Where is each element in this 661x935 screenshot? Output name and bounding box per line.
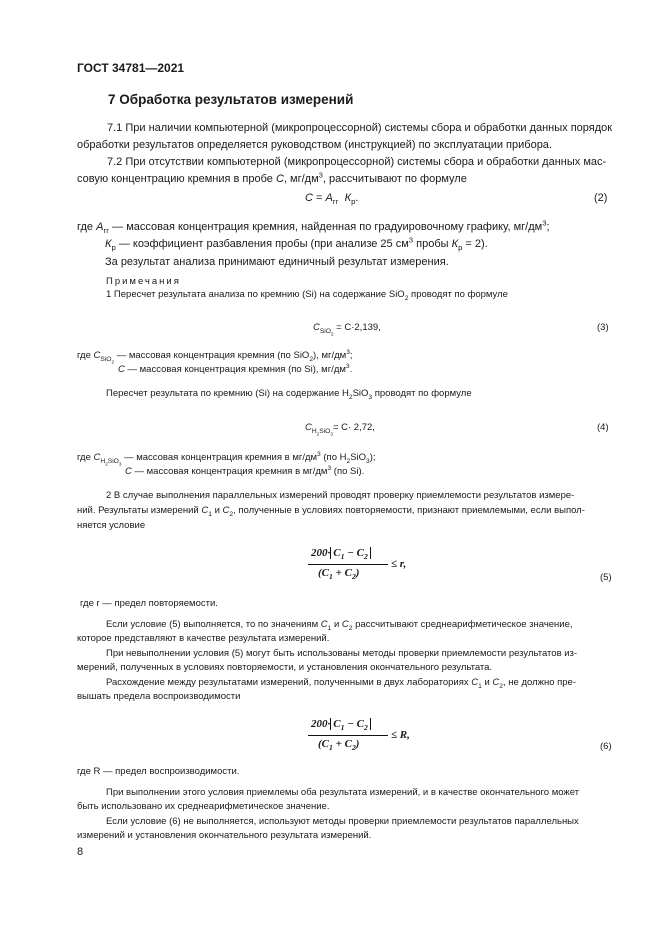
- sub: 2: [404, 294, 409, 302]
- sub-text: H: [100, 457, 106, 465]
- dot: .: [355, 192, 359, 204]
- text: проводят по формуле: [372, 388, 472, 399]
- formula-6-denominator: [318, 738, 360, 753]
- note-2-line-3: няется условие: [77, 520, 146, 531]
- where: где: [77, 221, 94, 233]
- eq: =: [312, 192, 326, 204]
- text: ;: [546, 221, 550, 233]
- sub-sub: 2: [111, 359, 115, 365]
- sym: С: [313, 322, 320, 333]
- sub-sub: 3: [118, 461, 122, 467]
- den: ): [355, 567, 360, 579]
- sub: 2: [363, 552, 368, 562]
- sym: К: [344, 192, 352, 204]
- definition-k-p: [105, 235, 488, 253]
- sub: 1: [340, 723, 345, 733]
- text: — массовая концентрация кремния, найденная по градуировочному графику, мг/дм: [109, 221, 543, 233]
- sub: 2: [351, 572, 356, 582]
- formula-5-numerator: [311, 547, 371, 562]
- text: Если условие (5) выполняется, то по значениям: [106, 619, 319, 630]
- sub: 2: [348, 393, 353, 401]
- text: и: [481, 677, 490, 688]
- text: ний. Результаты измерений: [77, 505, 199, 516]
- text: ;: [349, 350, 353, 361]
- definition-c-si: [118, 364, 352, 376]
- para-not-5-line-1: При невыполнении условия (5) могут быть использованы методы проверки приемлемости результатов из-: [106, 648, 578, 659]
- symbol-c: С: [275, 173, 284, 185]
- den: (С: [318, 567, 329, 579]
- formula-5-number: (5): [600, 572, 612, 583]
- single-result-sentence: За результат анализа принимают единичный результат измерения.: [105, 256, 449, 268]
- sym: С: [333, 547, 341, 559]
- text: = С· 2,72,: [332, 422, 375, 433]
- formula-3: [313, 322, 381, 337]
- text: = С·2,139,: [333, 322, 381, 333]
- sub: 1: [340, 552, 345, 562]
- formula-5-denominator: [318, 567, 360, 582]
- sym: С: [356, 718, 364, 730]
- sub: 2: [499, 682, 503, 690]
- sub: р: [351, 197, 356, 207]
- formula-4: [305, 422, 375, 437]
- formula-2: [305, 192, 358, 205]
- formula-2-number: (2): [594, 192, 608, 204]
- sub: р: [458, 243, 463, 253]
- abs-bar: [330, 547, 371, 562]
- sub: 1: [208, 510, 212, 518]
- text: рассчитывают среднеарифметическое значение,: [352, 619, 573, 630]
- page-number: 8: [77, 846, 84, 858]
- text: );: [369, 452, 376, 463]
- sub: р: [111, 243, 116, 253]
- sym: С: [471, 677, 479, 688]
- sub: [100, 458, 121, 465]
- text: , не должно пре-: [503, 677, 577, 688]
- formula-6-numerator: [311, 718, 371, 733]
- sub-text: SiO: [107, 457, 119, 465]
- text: и: [211, 505, 220, 516]
- sub: гг: [332, 197, 339, 207]
- sub-sub: 2: [316, 431, 320, 437]
- sub: [100, 356, 114, 363]
- text: .: [349, 364, 353, 375]
- sub: 2: [351, 743, 356, 753]
- formula-5: [306, 547, 416, 587]
- note-2-line-2: [77, 505, 585, 517]
- definition-c-sio2: [77, 348, 353, 365]
- den: ): [355, 738, 360, 750]
- formula-3-number: (3): [597, 322, 609, 333]
- where: где: [77, 452, 91, 463]
- text: , мг/дм: [283, 173, 319, 185]
- sub-sub: 3: [330, 431, 333, 437]
- sup: 3: [327, 464, 332, 472]
- coef: 200·: [311, 547, 331, 559]
- definition-r-reproducibility: где R — предел воспроизводимости.: [77, 766, 240, 777]
- note-1-line-1: [106, 289, 508, 301]
- definition-r: где r — предел повторяемости.: [80, 598, 218, 609]
- para-labs-line-2: вышать предела воспроизводимости: [77, 691, 241, 702]
- abs-bar: [330, 718, 371, 733]
- sub: [320, 328, 334, 335]
- sym: С: [222, 505, 230, 516]
- para-not-5-line-2: мерений, полученных в условиях повторяемости, и установления окончательного результата.: [77, 662, 493, 673]
- sub: 2: [229, 510, 234, 518]
- sup: 3: [345, 362, 350, 370]
- sup: 3: [346, 348, 350, 356]
- note-2-line-1: 2 В случае выполнения параллельных измерений проводят проверку приемлемости результатов измере-: [106, 490, 575, 501]
- sub: 1: [329, 572, 333, 582]
- text: = 2).: [462, 238, 488, 250]
- sup: 3: [408, 235, 414, 245]
- sym: С: [201, 505, 209, 516]
- paragraph-7-2-line-1: 7.2 При отсутствии компьютерной (микропроцессорной) системы сбора и обработки данных мас-: [107, 156, 607, 168]
- fraction-bar: [308, 735, 388, 736]
- sub: 1: [327, 624, 332, 632]
- para-if-5-line-1: [106, 619, 573, 631]
- sub: 3: [366, 457, 370, 465]
- formula-5-relation: ≤ r,: [391, 558, 407, 570]
- sym: С: [341, 619, 349, 630]
- standard-header: ГОСТ 34781—2021: [77, 61, 185, 75]
- text: ), мг/дм: [313, 350, 347, 361]
- sup: 3: [542, 218, 547, 228]
- para-not-6-line-2: измерений и установления окончательного результата измерений.: [77, 830, 372, 841]
- text: — массовая концентрация кремния в мг/дм: [121, 452, 318, 463]
- sym: С: [320, 619, 328, 630]
- sub-text: SiO: [319, 427, 331, 435]
- sub-sub: 2: [105, 461, 108, 467]
- sub-text: H: [311, 427, 317, 435]
- text: пробы: [413, 238, 449, 250]
- text: (по H: [320, 452, 347, 463]
- formula-6-relation: ≤ R,: [391, 729, 410, 741]
- minus: −: [344, 547, 357, 559]
- sym: К: [451, 238, 459, 250]
- sym: С: [333, 718, 341, 730]
- text: — массовая концентрация кремния в мг/дм: [131, 466, 328, 477]
- den: + С: [332, 567, 352, 579]
- notes-heading: Примечания: [106, 276, 181, 287]
- where: где: [77, 350, 91, 361]
- text: Расхождение между результатами измерений, полученными в двух лабораториях: [106, 677, 469, 688]
- sub: 2: [309, 355, 314, 363]
- para-labs-line-1: [106, 677, 576, 689]
- para-accept-line-1: При выполнении этого условия приемлемы оба результата измерений, и в качестве окончательного может: [106, 787, 580, 798]
- sym: К: [105, 238, 112, 250]
- section-title: 7 Обработка результатов измерений: [108, 92, 354, 107]
- text: и: [331, 619, 340, 630]
- text: — массовая концентрация кремния (по SiO: [114, 350, 310, 361]
- text: — коэффициент разбавления пробы (при анализе 25 см: [115, 238, 409, 250]
- sym: С: [305, 192, 313, 204]
- paragraph-7-2-line-2: [77, 170, 467, 186]
- sym: А: [325, 192, 333, 204]
- sym: С: [305, 422, 312, 433]
- text: Пересчет результата по кремнию (Si) на содержание H: [106, 388, 349, 399]
- text: SiO: [352, 388, 369, 399]
- den: (С: [318, 738, 329, 750]
- text: проводят по формуле: [408, 289, 508, 300]
- fraction-bar: [308, 564, 388, 565]
- minus: −: [344, 718, 357, 730]
- den: + С: [332, 738, 352, 750]
- definition-c-si-2: [125, 466, 364, 478]
- sym: С: [356, 547, 364, 559]
- formula-6: [306, 718, 416, 758]
- para-if-5-line-2: которое представляют в качестве результата измерений.: [77, 633, 330, 644]
- sub-text: SiO: [319, 327, 331, 335]
- sub: 3: [368, 393, 373, 401]
- sub: 2: [363, 723, 368, 733]
- text: (по Si).: [331, 466, 365, 477]
- para-not-6-line-1: Если условие (6) не выполняется, используют методы проверки приемлемости результатов параллельных: [106, 816, 579, 827]
- sym: С: [93, 350, 101, 361]
- text: SiO: [350, 452, 367, 463]
- sub: 2: [348, 624, 353, 632]
- text: 1 Пересчет результата анализа по кремнию (Si) на содержание SiO: [106, 289, 405, 300]
- sub-sub: 2: [330, 331, 334, 337]
- paragraph-7-1-line-1: 7.1 При наличии компьютерной (микропроцессорной) системы сбора и обработки данных порядок: [107, 122, 613, 134]
- sub: [312, 428, 333, 435]
- sub-text: SiO: [100, 355, 112, 363]
- para-accept-line-2: быть использовано их среднеарифметическое значение.: [77, 801, 330, 812]
- sup: 3: [318, 170, 323, 180]
- sym: С: [118, 364, 125, 375]
- formula-6-number: (6): [600, 741, 612, 752]
- text: , полученные в условиях повторяемости, признают приемлемыми, если выпол-: [233, 505, 585, 516]
- sym: С: [492, 677, 500, 688]
- definition-a-gg: [77, 218, 550, 236]
- sub: 1: [329, 743, 333, 753]
- sym: А: [96, 221, 104, 233]
- sub: 2: [346, 457, 351, 465]
- sym: С: [125, 466, 132, 477]
- sym: С: [93, 452, 101, 463]
- formula-4-number: (4): [597, 422, 609, 433]
- sub: гг: [103, 226, 110, 236]
- coef: 200·: [311, 718, 331, 730]
- sup: 3: [317, 450, 321, 458]
- recalc-h2sio3-intro: [106, 388, 472, 400]
- paragraph-7-1-line-2: обработки результатов определяется руководством (инструкцией) по эксплуатации прибора.: [77, 139, 552, 151]
- definition-c-h2sio3: [77, 450, 376, 467]
- text: , рассчитывают по формуле: [322, 173, 467, 185]
- text: совую концентрацию кремния в пробе: [77, 173, 273, 185]
- sub: 1: [478, 682, 482, 690]
- text: — массовая концентрация кремния (по Si), мг/дм: [124, 364, 346, 375]
